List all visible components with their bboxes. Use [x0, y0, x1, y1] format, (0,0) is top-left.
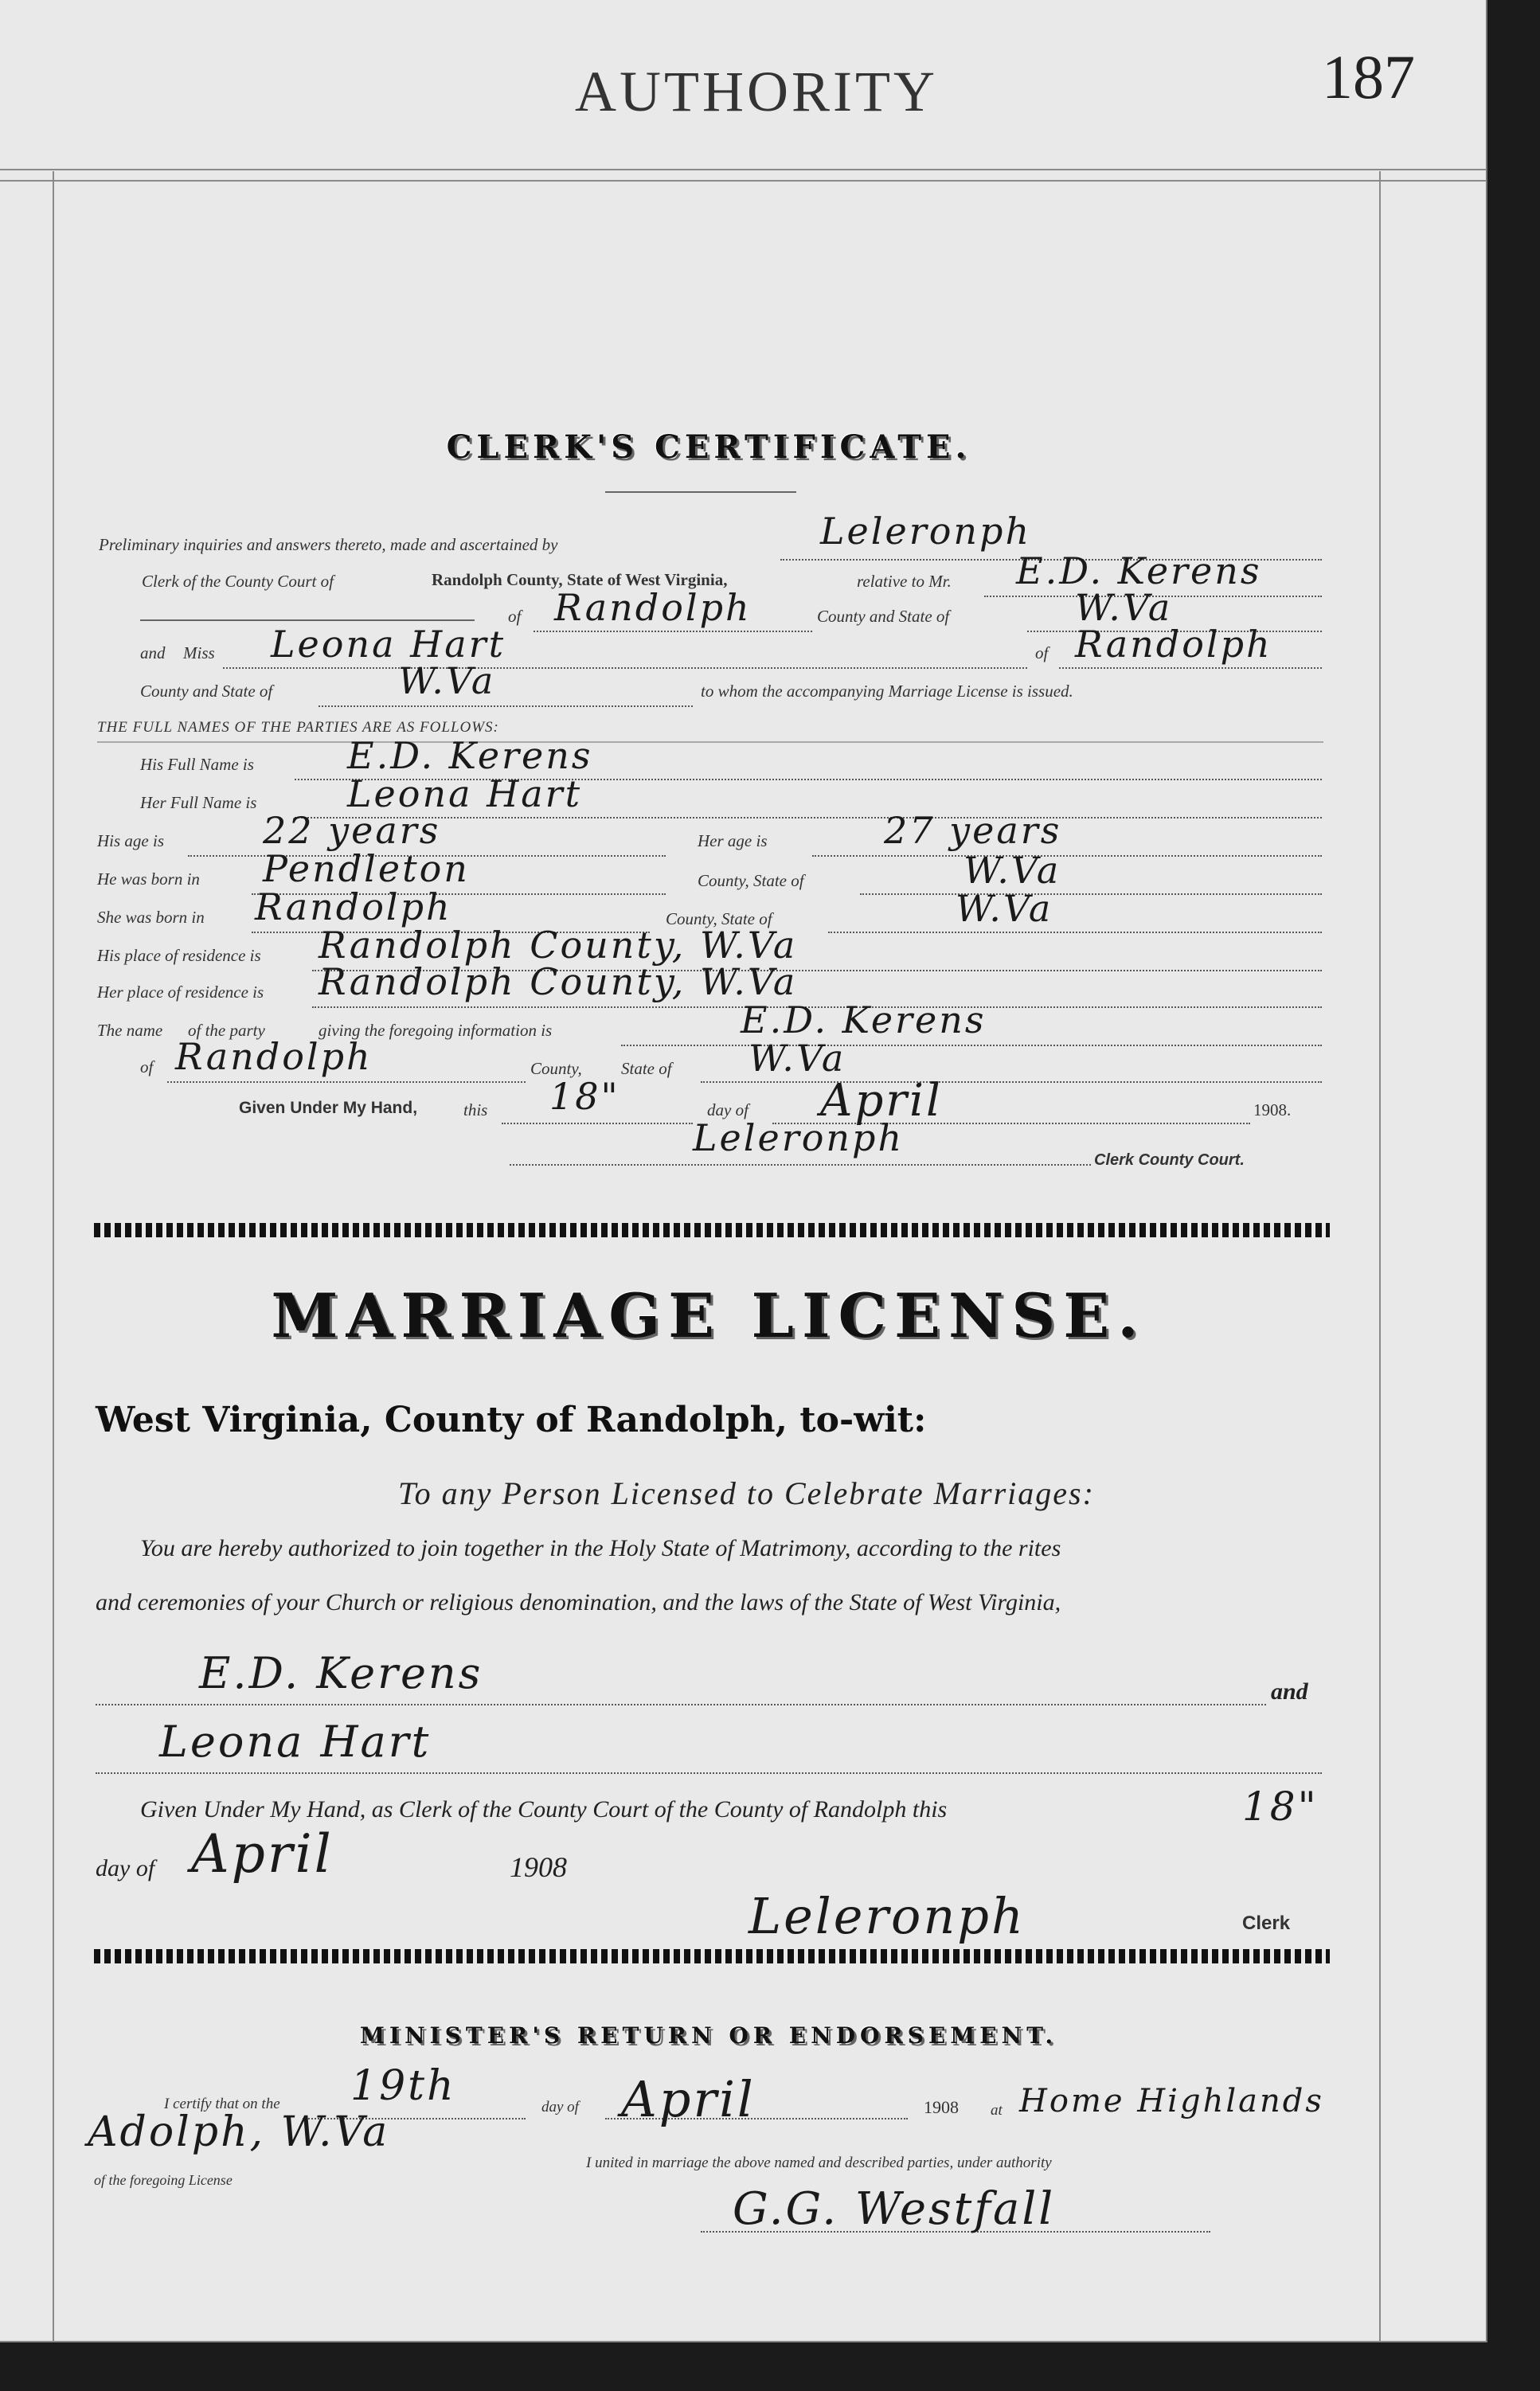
bride-line — [96, 1772, 1322, 1774]
he-born: Pendleton — [263, 847, 470, 890]
her-age: 27 years — [884, 809, 1062, 852]
clerk-signature: Leleronph — [693, 1116, 905, 1159]
license-clerk-label: Clerk — [1242, 1912, 1291, 1934]
license-body-2: and ceremonies of your Church or religious denomination, and the laws of the State of West Virginia, — [96, 1589, 1061, 1615]
right-margin-rule — [1379, 171, 1381, 2341]
bride-state: W.Va — [398, 659, 496, 702]
her-full-name: Leona Hart — [347, 772, 583, 815]
header-rule — [0, 169, 1486, 170]
clerk-name: Leleronph — [820, 510, 1032, 553]
informant-name: E.D. Kerens — [741, 998, 987, 1041]
license-body-1: You are hereby authorized to join together in the Holy State of Matrimony, according to the rites — [140, 1535, 1061, 1561]
she-born: Randolph — [255, 885, 452, 928]
her-full-name-label: Her Full Name is — [140, 793, 257, 812]
minister-signature: G.G. Westfall — [733, 2183, 1056, 2235]
her-age-line — [812, 855, 1322, 857]
minister-place-cont: Adolph, W.Va — [88, 2108, 390, 2156]
groom-line — [96, 1704, 1266, 1705]
bride-short-name: Leona Hart — [271, 623, 506, 666]
license-month: April — [191, 1823, 334, 1885]
license-signature: Leleronph — [749, 1887, 1026, 1945]
license-groom: E.D. Kerens — [199, 1648, 483, 1698]
his-full-name-label: His Full Name is — [140, 755, 254, 774]
preliminary-label: Preliminary inquiries and answers thereto, made and ascertained by — [99, 535, 558, 554]
united-label: I united in marriage the above named and described parties, under authority — [586, 2155, 1052, 2171]
page-header-title: AUTHORITY — [575, 60, 938, 123]
ornamental-border-2 — [94, 1949, 1330, 1963]
he-born-state-line — [860, 893, 1322, 895]
his-residence: Randolph County, W.Va — [319, 924, 798, 967]
she-born-state-line — [828, 932, 1322, 933]
heading-divider — [605, 491, 796, 493]
state-county-line: West Virginia, County of Randolph, to-wit: — [96, 1400, 927, 1440]
license-and-label: and — [1271, 1678, 1308, 1705]
left-margin-rule — [53, 171, 54, 2341]
to-whom-label: to whom the accompanying Marriage License is issued. — [701, 682, 1073, 701]
bride-state-line — [319, 705, 693, 707]
informant-line — [621, 1045, 1322, 1046]
his-age: 22 years — [263, 809, 441, 852]
cert-day: 18" — [549, 1075, 620, 1118]
bride-short-line — [223, 667, 1027, 669]
her-full-name-line — [295, 817, 1322, 818]
informant-of-label: of — [140, 1057, 154, 1076]
this-label: this — [463, 1100, 488, 1119]
given-under-label: Given Under My Hand, — [239, 1099, 418, 1117]
informant-county-line — [167, 1081, 526, 1083]
cert-year: 1908. — [1253, 1100, 1292, 1119]
to-any-person: To any Person Licensed to Celebrate Marriages: — [398, 1475, 1095, 1511]
she-born-state: W.Va — [956, 887, 1053, 930]
clerk-of-label: Clerk of the County Court of — [142, 572, 334, 591]
bride-county-line — [1059, 667, 1322, 669]
her-residence-label: Her place of residence is — [97, 983, 264, 1002]
her-residence: Randolph County, W.Va — [319, 960, 798, 1003]
marriage-license-heading: MARRIAGE LICENSE. — [271, 1280, 1147, 1351]
informant-county: Randolph — [175, 1035, 373, 1078]
signature-line — [510, 1164, 1091, 1166]
license-day-of: day of — [96, 1855, 155, 1881]
relative-label: relative to Mr. — [857, 572, 952, 591]
groom-short-name: E.D. Kerens — [1016, 549, 1262, 592]
miss-label: Miss — [183, 643, 215, 662]
minister-day: 19th — [350, 2062, 456, 2110]
his-full-name: E.D. Kerens — [347, 734, 593, 777]
minister-month: April — [621, 2070, 756, 2128]
minister-day-of-label: day of — [541, 2099, 579, 2116]
ornamental-border — [94, 1223, 1330, 1237]
full-names-heading: THE FULL NAMES OF THE PARTIES ARE AS FOLLOWS: — [97, 719, 499, 736]
she-county-state-label: County, State of — [666, 909, 772, 928]
of-label: of — [508, 607, 522, 626]
informant-county-label: County, — [530, 1059, 582, 1078]
she-born-label: She was born in — [97, 908, 205, 927]
state-label: State of West Virginia, — [567, 570, 728, 589]
and-label: and — [140, 643, 166, 662]
certify-label: I certify that on the — [164, 2096, 280, 2112]
informant-label-3: giving the foregoing information is — [319, 1021, 553, 1040]
her-age-label: Her age is — [698, 831, 768, 850]
his-residence-label: His place of residence is — [97, 946, 261, 965]
groom-state: W.Va — [1075, 586, 1173, 629]
he-born-state: W.Va — [963, 849, 1061, 892]
page-number: 187 — [1322, 42, 1415, 111]
bride-county: Randolph — [1075, 623, 1272, 666]
informant-state-label: State of — [621, 1059, 672, 1078]
blank-line — [140, 619, 475, 621]
of-label-2: of — [1035, 643, 1049, 662]
day-line — [502, 1123, 693, 1124]
minister-heading: MINISTER'S RETURN OR ENDORSEMENT. — [359, 2022, 1058, 2049]
informant-label-2: of the party — [188, 1021, 265, 1040]
he-born-label: He was born in — [97, 869, 200, 889]
informant-label-1: The name — [97, 1021, 163, 1040]
minister-year: 1908 — [924, 2097, 959, 2117]
county-state-label: County and State of — [817, 607, 950, 626]
license-day: 18" — [1242, 1783, 1319, 1830]
given-line: Given Under My Hand, as Clerk of the County Court of the County of Randolph this — [140, 1796, 948, 1823]
cert-month: April — [820, 1075, 943, 1127]
county-label: Randolph County, — [432, 570, 563, 589]
minister-place: Home Highlands — [1019, 2083, 1324, 2119]
informant-state-line — [701, 1081, 1322, 1083]
rule — [97, 741, 1323, 743]
county-state-label-2: County and State of — [140, 682, 273, 701]
license-year: 1908 — [510, 1851, 567, 1883]
groom-county-line — [534, 631, 812, 632]
at-label: at — [991, 2102, 1003, 2119]
his-age-label: His age is — [97, 831, 164, 850]
informant-state: W.Va — [749, 1037, 846, 1080]
license-ref-label: of the foregoing License — [94, 2172, 233, 2188]
he-county-state-label: County, State of — [698, 871, 804, 890]
header-rule-2 — [0, 180, 1486, 182]
clerk-certificate-heading: CLERK'S CERTIFICATE. — [446, 428, 971, 466]
groom-county: Randolph — [554, 586, 752, 629]
license-bride: Leona Hart — [159, 1717, 432, 1767]
day-of-label: day of — [707, 1100, 749, 1119]
clerk-county-court-label: Clerk County Court. — [1094, 1151, 1245, 1169]
